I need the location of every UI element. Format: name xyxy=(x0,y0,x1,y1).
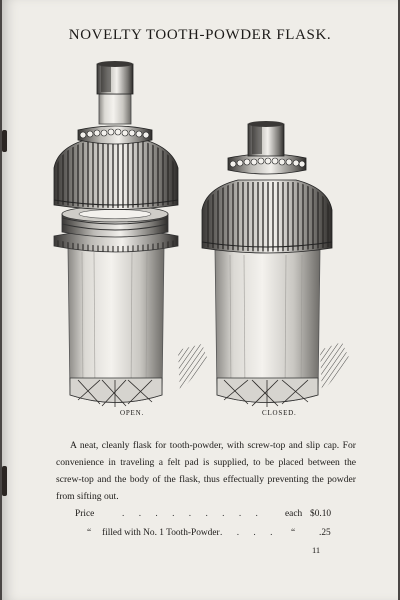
leader-dots: . . . . xyxy=(220,528,279,538)
leader-dots: . . . . . . . . . xyxy=(122,509,264,519)
price-label: Price xyxy=(75,509,95,519)
catalog-page xyxy=(2,0,398,600)
product-description: A neat, cleanly flask for tooth-powder, with screw-top and slip cap. For convenience in traveling a felt pad is supplied, to be placed between the screw-top and the body of the flask, thus effectually preventing the powder from sifting out. xyxy=(56,440,356,502)
page-number: 11 xyxy=(312,545,321,555)
price-amount: .25 xyxy=(319,528,331,538)
caption-open: OPEN. xyxy=(120,409,145,417)
binding-mark xyxy=(2,466,7,496)
price-label: filled with No. 1 Tooth-Powder xyxy=(102,528,220,538)
caption-closed: CLOSED. xyxy=(262,409,297,417)
price-qualifier: “ xyxy=(291,528,296,538)
flask-illustration xyxy=(2,0,398,430)
price-qualifier: each xyxy=(285,509,303,519)
page-title: NOVELTY TOOTH-POWDER FLASK. xyxy=(68,27,332,43)
open-flask-drawing xyxy=(54,61,208,407)
ditto-mark: “ xyxy=(87,528,92,538)
closed-flask-drawing xyxy=(202,121,350,407)
price-amount: $0.10 xyxy=(310,509,332,519)
